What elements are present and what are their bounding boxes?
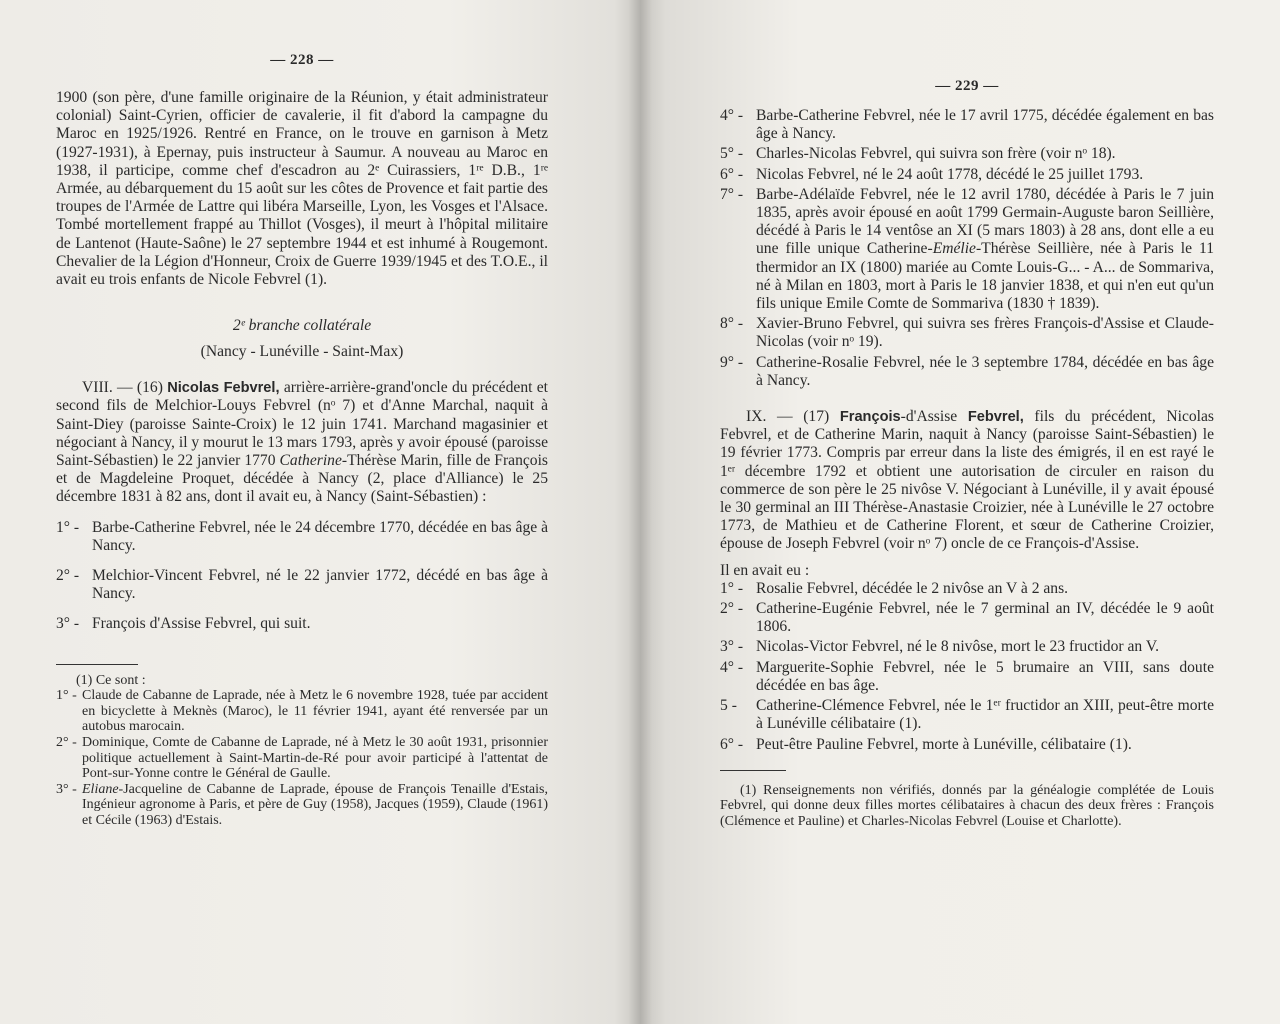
item-number: 3° - xyxy=(56,781,77,797)
item-number: 2° - xyxy=(720,600,744,618)
item-text-rest: -Jacqueline de Cabanne de Laprade, épouse de François Tenaille d'Estais, Ingénieur agronome à Paris, et père de Guy (1958), Jacques (1959), Claude (1961) et Cécile (1963) d'Estais. xyxy=(82,781,548,829)
item-number: 5 - xyxy=(720,697,737,715)
had-label: Il en avait eu : xyxy=(720,561,810,579)
item-number: 4° - xyxy=(720,107,744,124)
entry-text-2: -Thérèse Marin, fille de François et de Magdeleine Proquet, décédée à Nancy (2, place d'Alliance) le 25 décembre 1831 à 82 ans, dont il avait eu, à Nancy (Saint-Sébastien) : xyxy=(56,452,548,506)
page-number-229: — 229 — xyxy=(935,78,999,94)
entry-prefix: VIII. — (16) xyxy=(82,379,163,397)
list-item xyxy=(720,697,1214,733)
item-text: Dominique, Comte de Cabanne de Laprade, né à Metz le 30 août 1931, prisonnier politique actuellement à Saint-Martin-de-Ré pour avoir participé à l'attentat de Pont-sur-Yonne contre le Général de Gaulle. xyxy=(82,735,548,782)
list-item xyxy=(720,107,1214,143)
item-number: 5° - xyxy=(720,145,744,163)
page-number-228: — 228 — xyxy=(270,52,334,68)
item-text: Marguerite-Sophie Febvrel, née le 5 brumaire an VIII, sans doute décédée en bas âge. xyxy=(756,658,1214,694)
item-text-b: -Thérèse Seillière, née à Paris le 11 thermidor an IX (1800) mariée au Comte Louis-G... - A... de Sommariva, né à Milan en 1803, mort à Paris le 18 janvier 1838, et qui n'en eut qu'un fils unique Emile Comte de Sommariva (1830 † 1839). xyxy=(756,240,1214,313)
list-item xyxy=(56,615,548,633)
children-list-right xyxy=(720,107,1214,390)
footnote-right: (1) Renseignements non vérifiés, donnés par la généalogie complétée de Louis Febvrel, qui donne deux filles mortes célibataires à chacun des deux frères : François (Clémence et Pauline) et Charles-Nicolas Febvrel (Louise et Charlotte). xyxy=(720,782,1214,829)
item-text: Barbe-Catherine Febvrel, née le 24 décembre 1770, décédée en bas âge à Nancy. xyxy=(92,518,548,554)
section-subheading: (Nancy - Lunéville - Saint-Max) xyxy=(200,343,404,361)
entry-paragraph-viii xyxy=(56,379,548,506)
item-number: 2° - xyxy=(56,735,77,751)
item-text: Xavier-Bruno Febvrel, qui suivra ses frères François-d'Assise et Claude-Nicolas (voir nᵒ 19). xyxy=(756,315,1214,351)
item-number: 4° - xyxy=(720,658,744,676)
item-number: 8° - xyxy=(720,315,744,333)
item-number: 1° - xyxy=(56,688,77,704)
list-item xyxy=(720,659,1214,695)
list-item xyxy=(720,166,1214,184)
item-text: Barbe-Catherine Febvrel, née le 17 avril 1775, décédée également en bas âge à Nancy. xyxy=(756,107,1214,143)
item-text: Catherine-Clémence Febvrel, née le 1ᵉʳ fructidor an XIII, peut-être morte à Lunéville célibataire (1). xyxy=(756,697,1214,733)
item-text: Melchior-Vincent Febvrel, né le 22 janvier 1772, décédé en bas âge à Nancy. xyxy=(92,567,548,603)
intro-paragraph: 1900 (son père, d'une famille originaire de la Réunion, y était administrateur colonial) Saint-Cyrien, officier de cavalerie, il fit d'abord la campagne du Maroc en 1925/1926. Rentré en France, on le trouve en garnison à Metz (1927-1931), à Epernay, puis instructeur à Saumur. A nouveau au Maroc en 1938, il participe, comme chef d'escadron au 2ᵉ Cuirassiers, 1ʳᵉ D.B., 1ʳᵉ Armée, au débarquement du 15 août sur les côtes de Provence et fait partie des troupes de l'Armée de Lattre qui libéra Marseille, Lyon, les Vosges et l'Alsace. Tombé mortellement frappé au Thillot (Vosges), il meurt à l'hôpital militaire de Lantenot (Haute-Saône) le 27 septembre 1944 et est inhumé à Rougemont. Chevalier de la Légion d'Honneur, Croix de Guerre 1939/1945 et des T.O.E., il avait eu trois enfants de Nicole Febvrel (1). xyxy=(56,89,548,289)
children-list-right-2 xyxy=(720,580,1214,754)
item-text: Catherine-Eugénie Febvrel, née le 7 germinal an IV, décédée le 9 août 1806. xyxy=(756,600,1214,636)
entry-name-mid: -d'Assise xyxy=(900,408,968,426)
item-text-a: Barbe-Adélaïde Febvrel, née le 12 avril 1780, décédée à Paris le 7 juin 1835, après avoir épousé en août 1799 Germain-Auguste baron Seillière, décédé à Paris le 14 ventôse an XI (5 mars 1803) à 28 ans, dont elle a eu une fille unique Catherine- xyxy=(756,185,1214,258)
entry-italic: Catherine xyxy=(279,452,342,470)
footnote-item xyxy=(56,688,548,735)
item-text: François d'Assise Febvrel, qui suit. xyxy=(92,615,311,633)
item-number: 3° - xyxy=(720,638,744,656)
list-item xyxy=(56,567,548,603)
entry-paragraph-ix xyxy=(720,408,1214,554)
entry-name-a: François xyxy=(839,409,901,426)
italic-name: Emélie xyxy=(932,240,976,258)
children-list-left xyxy=(56,519,548,634)
item-number: 1° - xyxy=(720,579,744,597)
item-number: 2° - xyxy=(56,567,80,585)
section-heading: 2ᵉ branche collatérale xyxy=(232,317,372,335)
list-item xyxy=(720,736,1214,754)
entry-text: fils du précédent, Nicolas Febvrel, et de Catherine Marin, naquit à Nancy (paroisse Saint-Sébastien) le 19 février 1773. Compris par erreur dans la liste des émigrés, il en est rayé le 1ᵉʳ décembre 1792 et obtient une autorisation de circuler en raison du commerce de son père le 25 nivôse V. Négociant à Lunéville, il y avait épousé le 30 germinal an III Thérèse-Anastasie Croizier, née à Lunéville le 27 octobre 1773, de Mathieu et de Catherine Florent, et sœur de Catherine Croizier, épouse de Joseph Febvrel (voir nᵒ 7) oncle de ce François-d'Assise. xyxy=(720,408,1214,553)
item-number: 7° - xyxy=(720,185,744,203)
list-item xyxy=(56,519,548,555)
item-text: Peut-être Pauline Febvrel, morte à Lunéville, célibataire (1). xyxy=(756,735,1132,753)
footnote-intro: (1) Ce sont : xyxy=(76,672,146,688)
item-number: 6° - xyxy=(720,735,744,753)
entry-text-1: arrière-arrière-grand'oncle du précédent et second fils de Melchior-Louys Febvrel (nᵒ 7) et d'Anne Marchal, naquit à Saint-Diey (paroisse Sainte-Croix) le 12 juin 1741. Marchand magasinier et négociant à Nancy, il y mourut le 13 mars 1793, après y avoir épousé (paroisse Saint-Sébastien) le 22 janvier 1770 xyxy=(56,379,548,470)
list-item xyxy=(720,600,1214,636)
item-number: 6° - xyxy=(720,165,744,183)
list-item xyxy=(720,315,1214,351)
footnote-list-left xyxy=(56,688,548,828)
item-number: 1° - xyxy=(56,518,80,536)
footnote-item xyxy=(56,782,548,829)
item-number: 3° - xyxy=(56,615,80,633)
item-text: Claude de Cabanne de Laprade, née à Metz le 6 novembre 1928, tuée par accident en bicyclette à Meknès (Maroc), le 11 février 1941, ayant été renversée par un autobus marocain. xyxy=(82,688,548,735)
right-page xyxy=(640,0,1280,1024)
entry-name-b: Febvrel, xyxy=(967,409,1024,426)
list-item xyxy=(720,354,1214,390)
list-item xyxy=(720,145,1214,163)
item-text xyxy=(756,186,1214,313)
item-text: Charles-Nicolas Febvrel, qui suivra son frère (voir nᵒ 18). xyxy=(756,145,1116,163)
entry-prefix: IX. — (17) xyxy=(746,408,830,426)
list-item xyxy=(720,186,1214,313)
footnote-item xyxy=(56,735,548,782)
item-text: Catherine-Rosalie Febvrel, née le 3 septembre 1784, décédée en bas âge à Nancy. xyxy=(756,353,1214,389)
item-number: 9° - xyxy=(720,353,744,371)
item-text xyxy=(82,782,548,829)
entry-name: Nicolas Febvrel, xyxy=(167,380,280,397)
item-text: Rosalie Febvrel, décédée le 2 nivôse an V à 2 ans. xyxy=(756,579,1069,597)
item-text: Nicolas Febvrel, né le 24 août 1778, décédé le 25 juillet 1793. xyxy=(756,165,1144,183)
list-item xyxy=(720,638,1214,656)
item-text: Nicolas-Victor Febvrel, né le 8 nivôse, mort le 23 fructidor an V. xyxy=(756,638,1159,656)
list-item xyxy=(720,580,1214,598)
italic-name: Eliane xyxy=(82,781,119,797)
